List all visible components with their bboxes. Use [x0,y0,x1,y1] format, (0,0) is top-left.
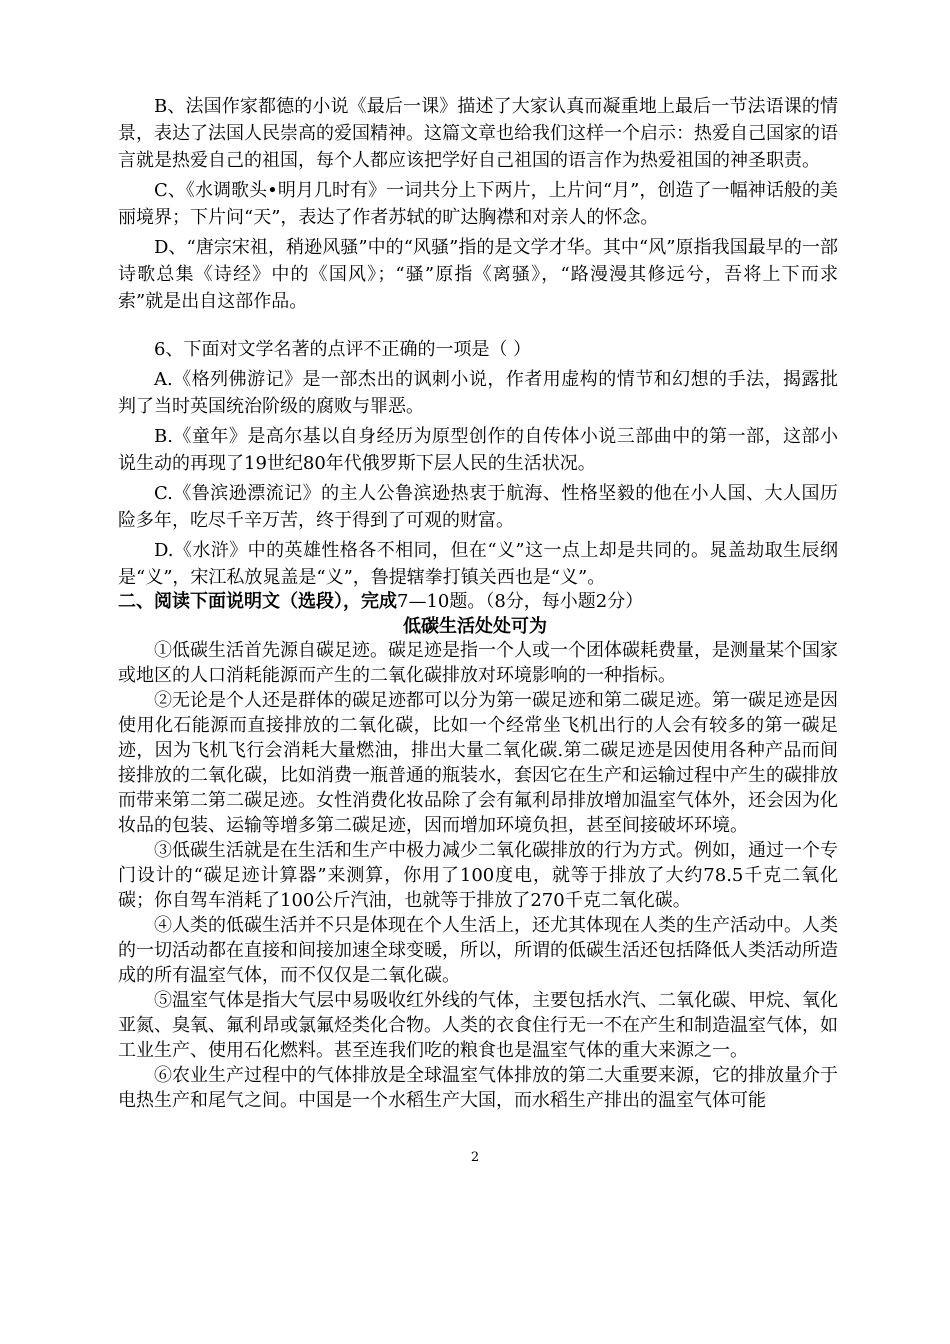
article-paragraph-5: ⑤温室气体是指大气层中易吸收红外线的气体，主要包括水汽、二氧化碳、甲烷、氧化亚氮、臭氧、氟利昂或氯氟烃类化合物。人类的衣食住行无一不在产生和制造温室气体，如工业生产、使用石化燃料。甚至连我们吃的粮食也是温室气体的重大来源之一。 [118,990,838,1061]
page-number: 2 [470,1150,480,1165]
q6-option-d: D.《水浒》中的英雄性格各不相同，但在“义”这一点上却是共同的。晁盖劫取生辰纲是“义”，宋江私放晁盖是“义”，鲁提辖拳打镇关西也是“义”。 [118,540,838,588]
q5-option-d: D、“唐宗宋祖，稍逊风骚”中的“风骚”指的是文学才华。其中“风”原指我国最早的一部诗歌总集《诗经》中的《国风》；“骚”原指《离骚》，“路漫漫其修远兮，吾将上下而求索”就是出自这部作品。 [118,237,838,312]
section-2-heading-rest: 7—10题。（8分，每小题2分） [397,591,644,612]
q6-stem: 6、下面对文学名著的点评不正确的一项是（ ） [154,339,532,360]
article-title: 低碳生活处处可为 [403,616,547,637]
question-6 [118,336,838,591]
article-paragraph-3: ③低碳生活就是在生活和生产中极力减少二氧化碳排放的行为方式。例如，通过一个专门设计的“碳足迹计算器”来测算，你用了100度电，就等于排放了大约78.5千克二氧化碳；你自驾车消耗了100公斤汽油，也就等于排放了270千克二氧化碳。 [118,840,838,911]
section-2-heading [118,588,838,615]
article-paragraph-2: ②无论是个人还是群体的碳足迹都可以分为第一碳足迹和第二碳足迹。第一碳足迹是因使用化石能源而直接排放的二氧化碳，比如一个经常坐飞机出行的人会有较多的第一碳足迹，因为飞机飞行会消耗大量燃油，排出大量二氧化碳.第二碳足迹是因使用各种产品而间接排放的二氧化碳，比如消费一瓶普通的瓶装水，套因它在生产和运输过程中产生的碳排放而带来第二第二碳足迹。女性消费化妆品除了会有氟利昂排放增加温室气体外，还会因为化妆品的包装、运输等增多第二碳足迹，因而增加环境负担，甚至间接破坏环境。 [118,690,838,836]
q5-option-b: B、法国作家都德的小说《最后一课》描述了大家认真而凝重地上最后一节法语课的情景，表达了法国人民崇高的爱国精神。这篇文章也给我们这样一个启示：热爱自己国家的语言就是热爱自己的祖国，每个人都应该把学好自己祖国的语言作为热爱祖国的神圣职责。 [118,96,838,171]
q5-option-c: C、《水调歌头•明月几时有》一词共分上下两片，上片问“月”，创造了一幅神话般的美丽境界；下片问“天”，表达了作者苏轼的旷达胸襟和对亲人的怀念。 [118,180,838,228]
article-paragraph-1: ①低碳生活首先源自碳足迹。碳足迹是指一个人或一个团体碳耗费量，是测量某个国家或地区的人口消耗能源而产生的二氧化碳排放对环境影响的一种指标。 [118,640,838,686]
question-5-options [118,93,838,315]
article-body [118,638,838,1113]
q6-option-c: C.《鲁滨逊漂流记》的主人公鲁滨逊热衷于航海、性格坚毅的他在小人国、大人国历险多年，吃尽千辛万苦，终于得到了可观的财富。 [118,483,838,531]
article-paragraph-6: ⑥农业生产过程中的气体排放是全球温室气体排放的第二大重要来源，它的排放量介于电热生产和尾气之间。中国是一个水稻生产大国，而水稻生产排出的温室气体可能 [118,1065,838,1111]
section-2-heading-bold: 二、阅读下面说明文（选段），完成 [118,591,397,612]
article-paragraph-4: ④人类的低碳生活并不只是体现在个人生活上，还尤其体现在人类的生产活动中。人类的一切活动都在直接和间接加速全球变暖，所以，所谓的低碳生活还包括降低人类活动所造成的所有温室气体，而不仅仅是二氧化碳。 [118,915,838,986]
q6-option-a: A.《格列佛游记》是一部杰出的讽刺小说，作者用虚构的情节和幻想的手法，揭露批判了当时英国统治阶级的腐败与罪恶。 [118,369,838,417]
q6-option-b: B.《童年》是高尔基以自身经历为原型创作的自传体小说三部曲中的第一部，这部小说生动的再现了19世纪80年代俄罗斯下层人民的生活状况。 [118,426,838,474]
